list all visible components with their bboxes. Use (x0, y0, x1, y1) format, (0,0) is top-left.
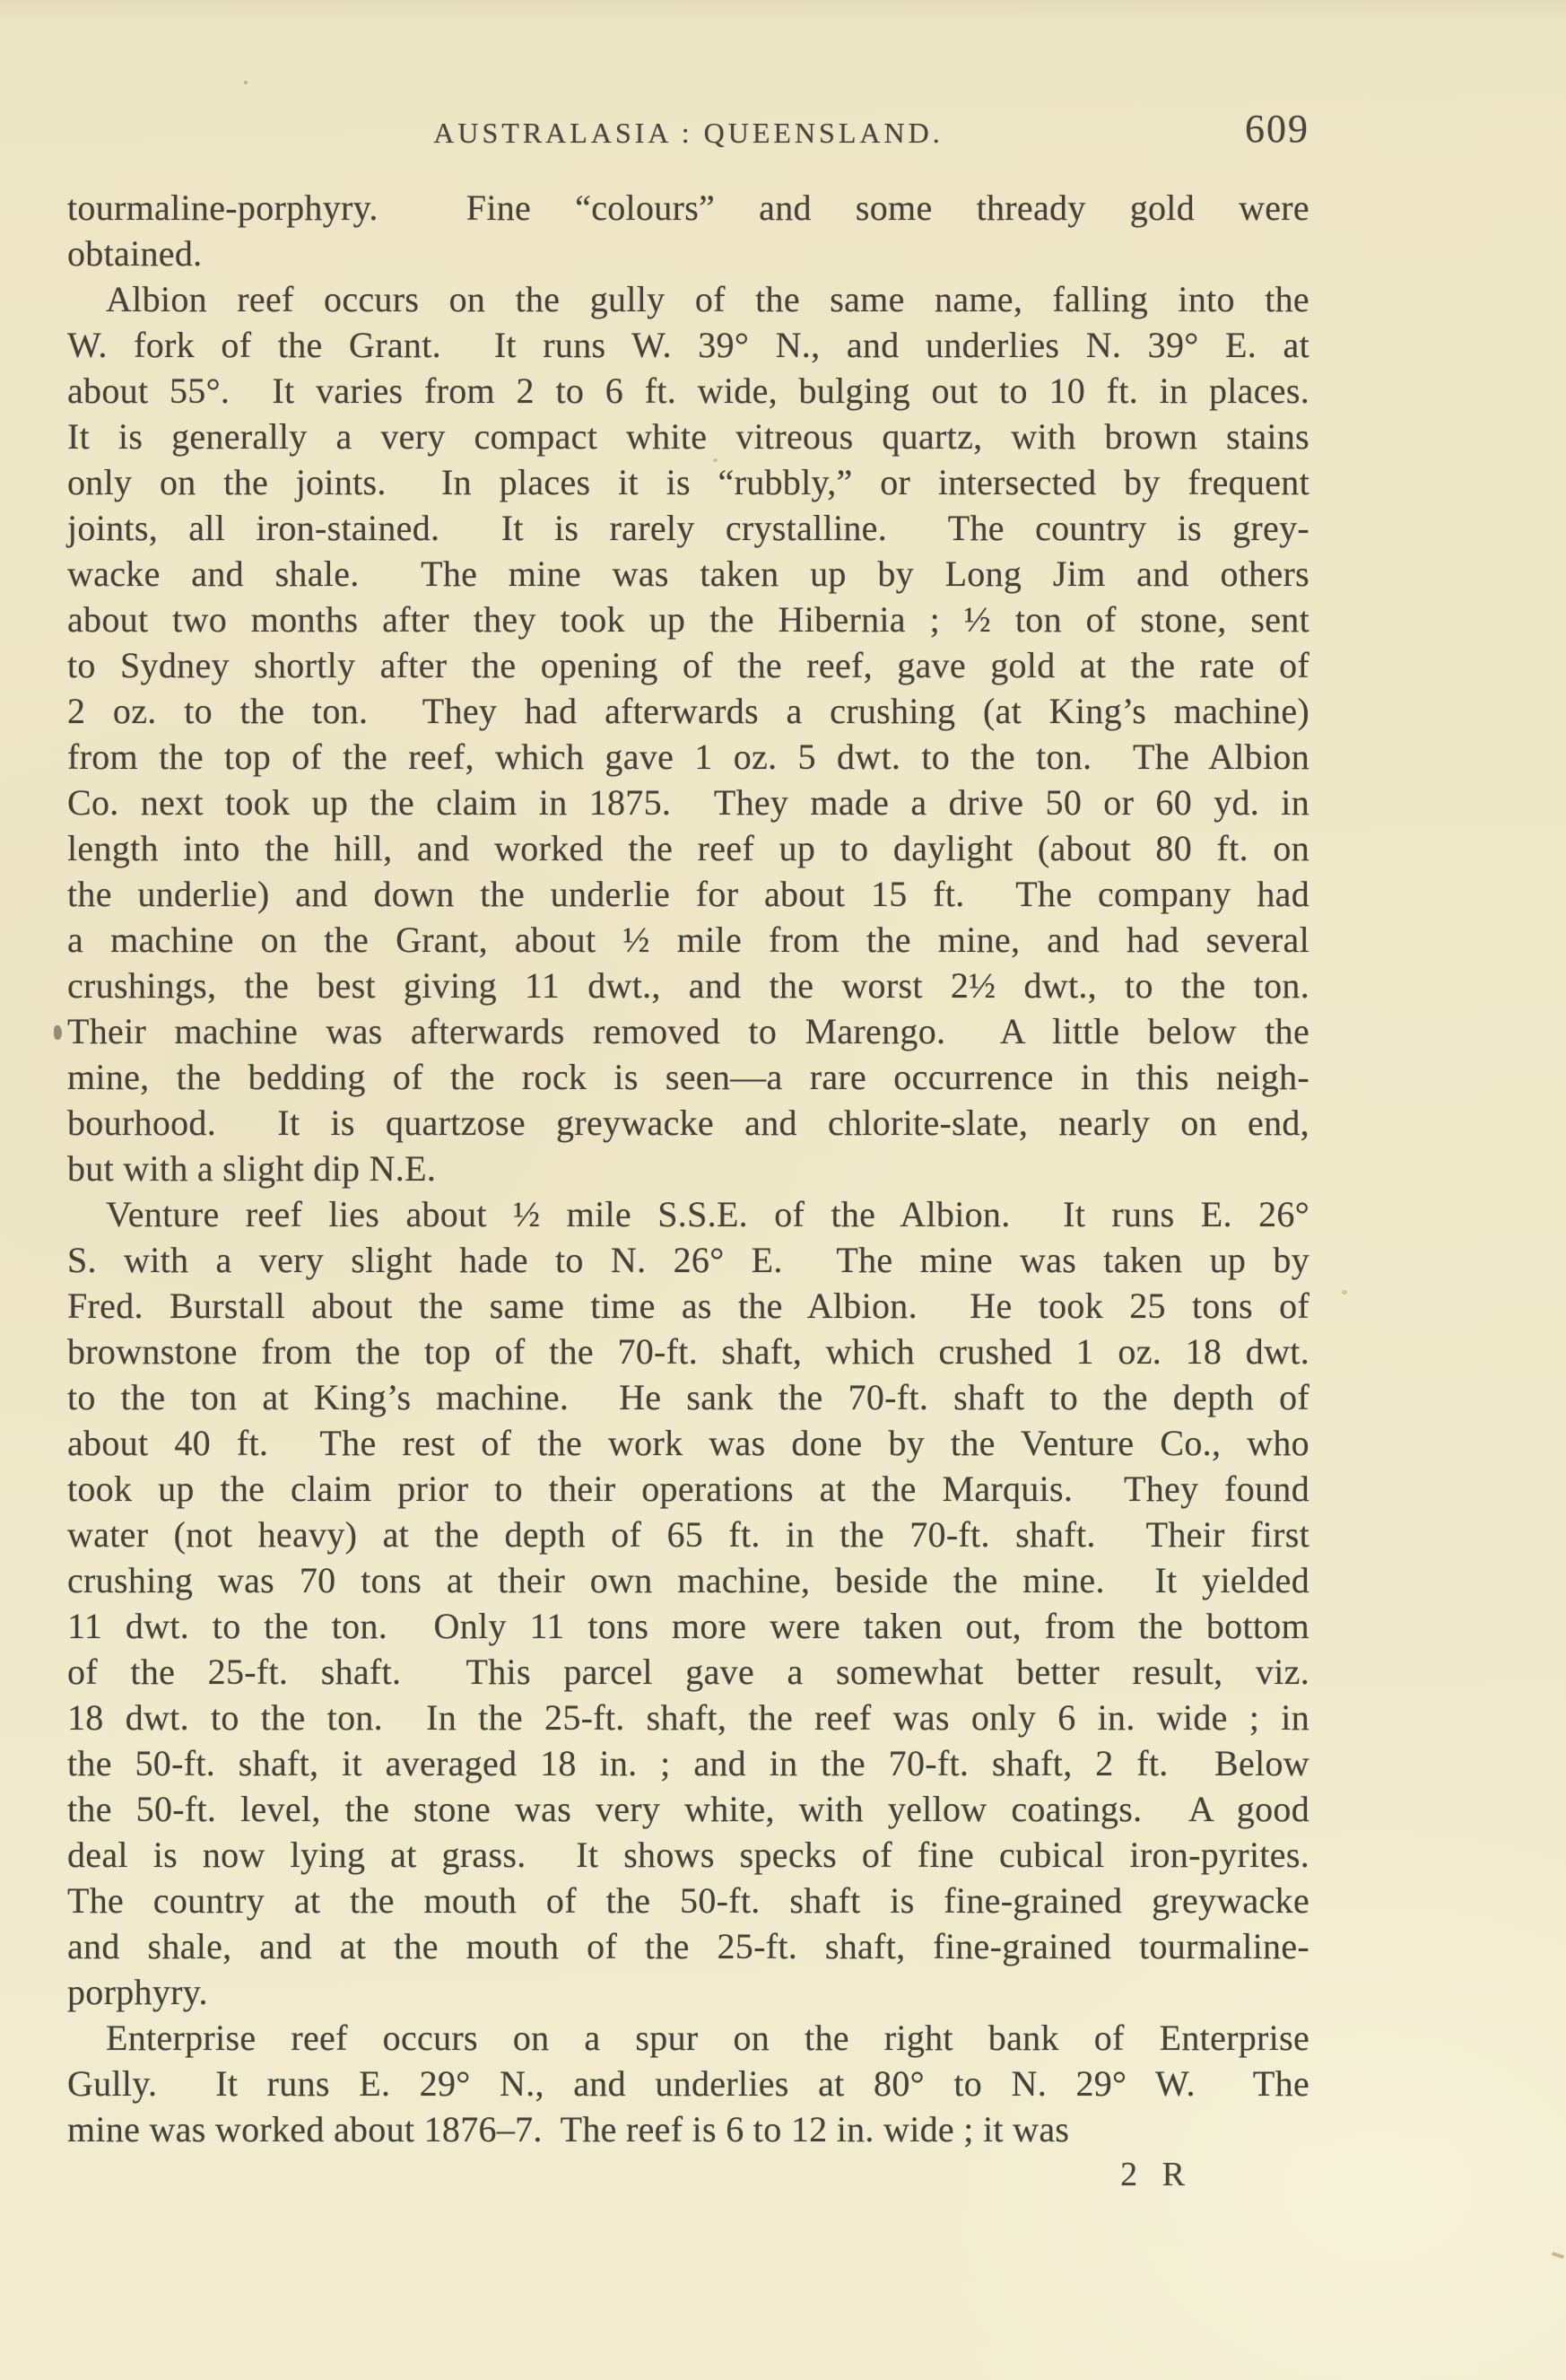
text-line: deal is now lying at grass. It shows specks of fine cubical iron-pyrites. (67, 1835, 1309, 1875)
text-line: bourhood. It is quartzose greywacke and chlorite-slate, nearly on end, (67, 1103, 1309, 1143)
text-line: W. fork of the Grant. It runs W. 39° N., and underlies N. 39° E. at (67, 325, 1309, 365)
text-line: and shale, and at the mouth of the 25-ft. shaft, fine-grained tourmaline- (67, 1926, 1309, 1966)
text-line: 18 dwt. to the ton. In the 25-ft. shaft, the reef was only 6 in. wide ; in (67, 1697, 1309, 1738)
text-line: It is generally a very compact white vitreous quartz, with brown stains (67, 416, 1309, 457)
running-title: AUSTRALASIA : QUEENSLAND. (433, 117, 944, 149)
text-line: length into the hill, and worked the reef up to daylight (about 80 ft. on (67, 828, 1309, 868)
text-line: mine, the bedding of the rock is seen—a rare occurrence in this neigh- (67, 1057, 1309, 1097)
text-line: the underlie) and down the underlie for about 15 ft. The company had (67, 874, 1309, 914)
text-line: about 40 ft. The rest of the work was done by the Venture Co., who (67, 1423, 1309, 1463)
page-number: 609 (1245, 107, 1309, 151)
text-line: mine was worked about 1876–7. The reef is 6 to 12 in. wide ; it was (67, 2109, 1070, 2149)
text-line: Enterprise reef occurs on a spur on the right bank of Enterprise (106, 2018, 1309, 2058)
text-line: brownstone from the top of the 70-ft. shaft, which crushed 1 oz. 18 dwt. (67, 1331, 1309, 1372)
text-line: obtained. (67, 233, 203, 274)
text-line: about 55°. It varies from 2 to 6 ft. wide, bulging out to 10 ft. in places. (67, 371, 1309, 411)
text-line: 2 oz. to the ton. They had afterwards a crushing (at King’s machine) (67, 691, 1309, 731)
text-line: to Sydney shortly after the opening of the reef, gave gold at the rate of (67, 645, 1309, 685)
text-line: water (not heavy) at the depth of 65 ft. in the 70-ft. shaft. Their first (67, 1514, 1309, 1555)
text-line: of the 25-ft. shaft. This parcel gave a somewhat better result, viz. (67, 1652, 1309, 1692)
text-line: to the ton at King’s machine. He sank the 70-ft. shaft to the depth of (67, 1377, 1309, 1417)
text-line: crushing was 70 tons at their own machine, beside the mine. It yielded (67, 1560, 1309, 1600)
body-text (67, 185, 1309, 2152)
text-line: the 50-ft. level, the stone was very white, with yellow coatings. A good (67, 1789, 1309, 1829)
text-line: joints, all iron-stained. It is rarely crystalline. The country is grey- (67, 508, 1309, 548)
text-line: Co. next took up the claim in 1875. They made a drive 50 or 60 yd. in (67, 782, 1309, 823)
paper-speck (244, 81, 248, 84)
text-line: porphyry. (67, 1972, 208, 2012)
signature-row (67, 2152, 1309, 2198)
text-line: about two months after they took up the Hibernia ; ½ ton of stone, sent (67, 599, 1309, 640)
text-line: tourmaline-porphyry. Fine “colours” and some thready gold were (67, 187, 1309, 228)
paper-speck (1342, 1290, 1347, 1295)
text-line: The country at the mouth of the 50-ft. shaft is fine-grained greywacke (67, 1880, 1309, 1921)
text-line: a machine on the Grant, about ½ mile from the mine, and had several (67, 920, 1309, 960)
text-line: took up the claim prior to their operations at the Marquis. They found (67, 1469, 1309, 1509)
signature-mark: 2 R (1120, 2156, 1187, 2193)
text-line: wacke and shale. The mine was taken up by Long Jim and others (67, 554, 1309, 594)
text-line: Albion reef occurs on the gully of the same name, falling into the (106, 279, 1309, 319)
text-line: only on the joints. In places it is “rubbly,” or intersected by frequent (67, 462, 1309, 502)
text-line: Their machine was afterwards removed to Marengo. A little below the (67, 1011, 1309, 1051)
text-line: Gully. It runs E. 29° N., and underlies at 80° to N. 29° W. The (67, 2063, 1309, 2104)
text-line: S. with a very slight hade to N. 26° E. The mine was taken up by (67, 1240, 1309, 1280)
paper-speck (54, 1025, 62, 1040)
text-line: but with a slight dip N.E. (67, 1148, 437, 1189)
text-line: Fred. Burstall about the same time as the Albion. He took 25 tons of (67, 1286, 1309, 1326)
text-line: the 50-ft. shaft, it averaged 18 in. ; and in the 70-ft. shaft, 2 ft. Below (67, 1743, 1309, 1783)
text-line: crushings, the best giving 11 dwt., and the worst 2½ dwt., to the ton. (67, 965, 1309, 1006)
text-line: Venture reef lies about ½ mile S.S.E. of the Albion. It runs E. 26° (106, 1194, 1309, 1234)
text-line: from the top of the reef, which gave 1 oz. 5 dwt. to the ton. The Albion (67, 737, 1309, 777)
paper-speck (1552, 2252, 1565, 2259)
text-line: 11 dwt. to the ton. Only 11 tons more were taken out, from the bottom (67, 1606, 1309, 1646)
